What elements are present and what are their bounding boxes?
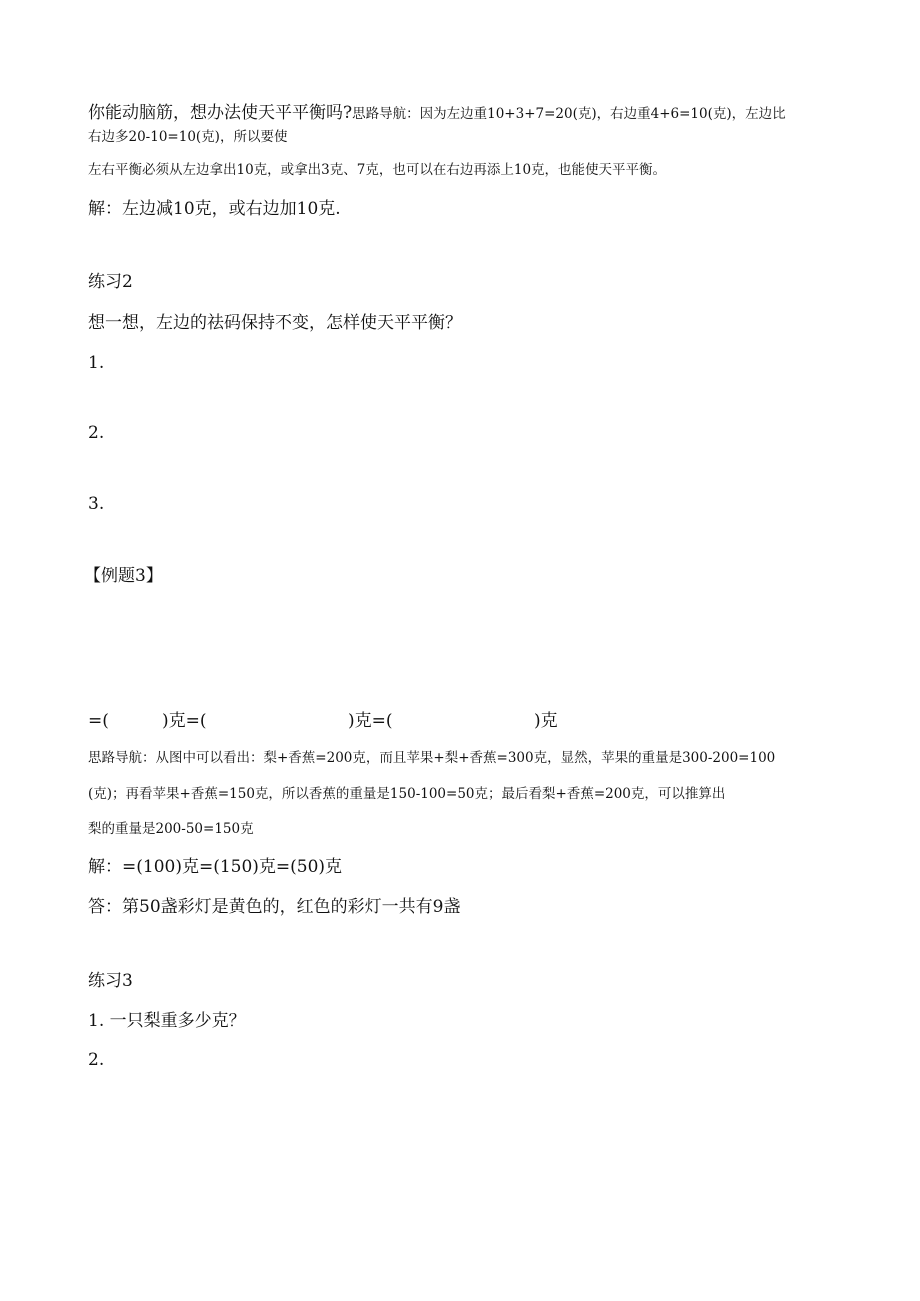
blank-part-2: )克=( <box>162 711 207 731</box>
exercise3-item-1: 1. 一只梨重多少克？ <box>88 1011 246 1031</box>
example3-nav-line2: (克)；再看苹果+香蕉=150克，所以香蕉的重量是150-100=50克；最后看梨+香蕉=200克，可以推算出 <box>88 786 726 802</box>
example2-question-line <box>88 103 786 123</box>
exercise2-item-2: 2. <box>88 423 105 443</box>
exercise2-item-3: 3. <box>88 494 105 514</box>
nav-text-line3: 左右平衡必须从左边拿出10克，或拿出3克、7克，也可以在右边再添上10克，也能使天平平衡。 <box>88 162 667 178</box>
question-text: 你能动脑筋，想办法使天平平衡吗? <box>88 103 353 123</box>
exercise2-item-1: 1. <box>88 353 105 373</box>
example3-title: 【例题3】 <box>84 566 163 586</box>
blank-part-3: )克=( <box>348 711 393 731</box>
blank-part-4: )克 <box>534 711 558 731</box>
exercise3-title: 练习3 <box>88 971 133 991</box>
nav-text-part1: 思路导航：因为左边重10+3+7=20(克)，右边重4+6=10(克)，左边比 <box>352 106 786 122</box>
solution-text: 解：左边减10克，或右边加10克. <box>88 199 341 219</box>
exercise2-title: 练习2 <box>88 272 133 292</box>
example3-solution: 解：=(100)克=(150)克=(50)克 <box>88 857 343 877</box>
blank-equation-row <box>88 711 558 731</box>
blank-part-1: =( <box>88 711 109 731</box>
example3-nav-line1: 思路导航：从图中可以看出：梨+香蕉=200克，而且苹果+梨+香蕉=300克，显然，苹果的重量是300-200=100 <box>88 750 776 766</box>
example3-nav-line3: 梨的重量是200-50=150克 <box>88 821 254 837</box>
example3-answer: 答：第50盏彩灯是黄色的，红色的彩灯一共有9盏 <box>88 897 461 917</box>
exercise3-item-2: 2. <box>88 1050 105 1070</box>
exercise2-prompt: 想一想，左边的祛码保持不变，怎样使天平平衡？ <box>88 313 462 333</box>
nav-text-line2: 右边多20-10=10(克)，所以要使 <box>88 129 288 145</box>
